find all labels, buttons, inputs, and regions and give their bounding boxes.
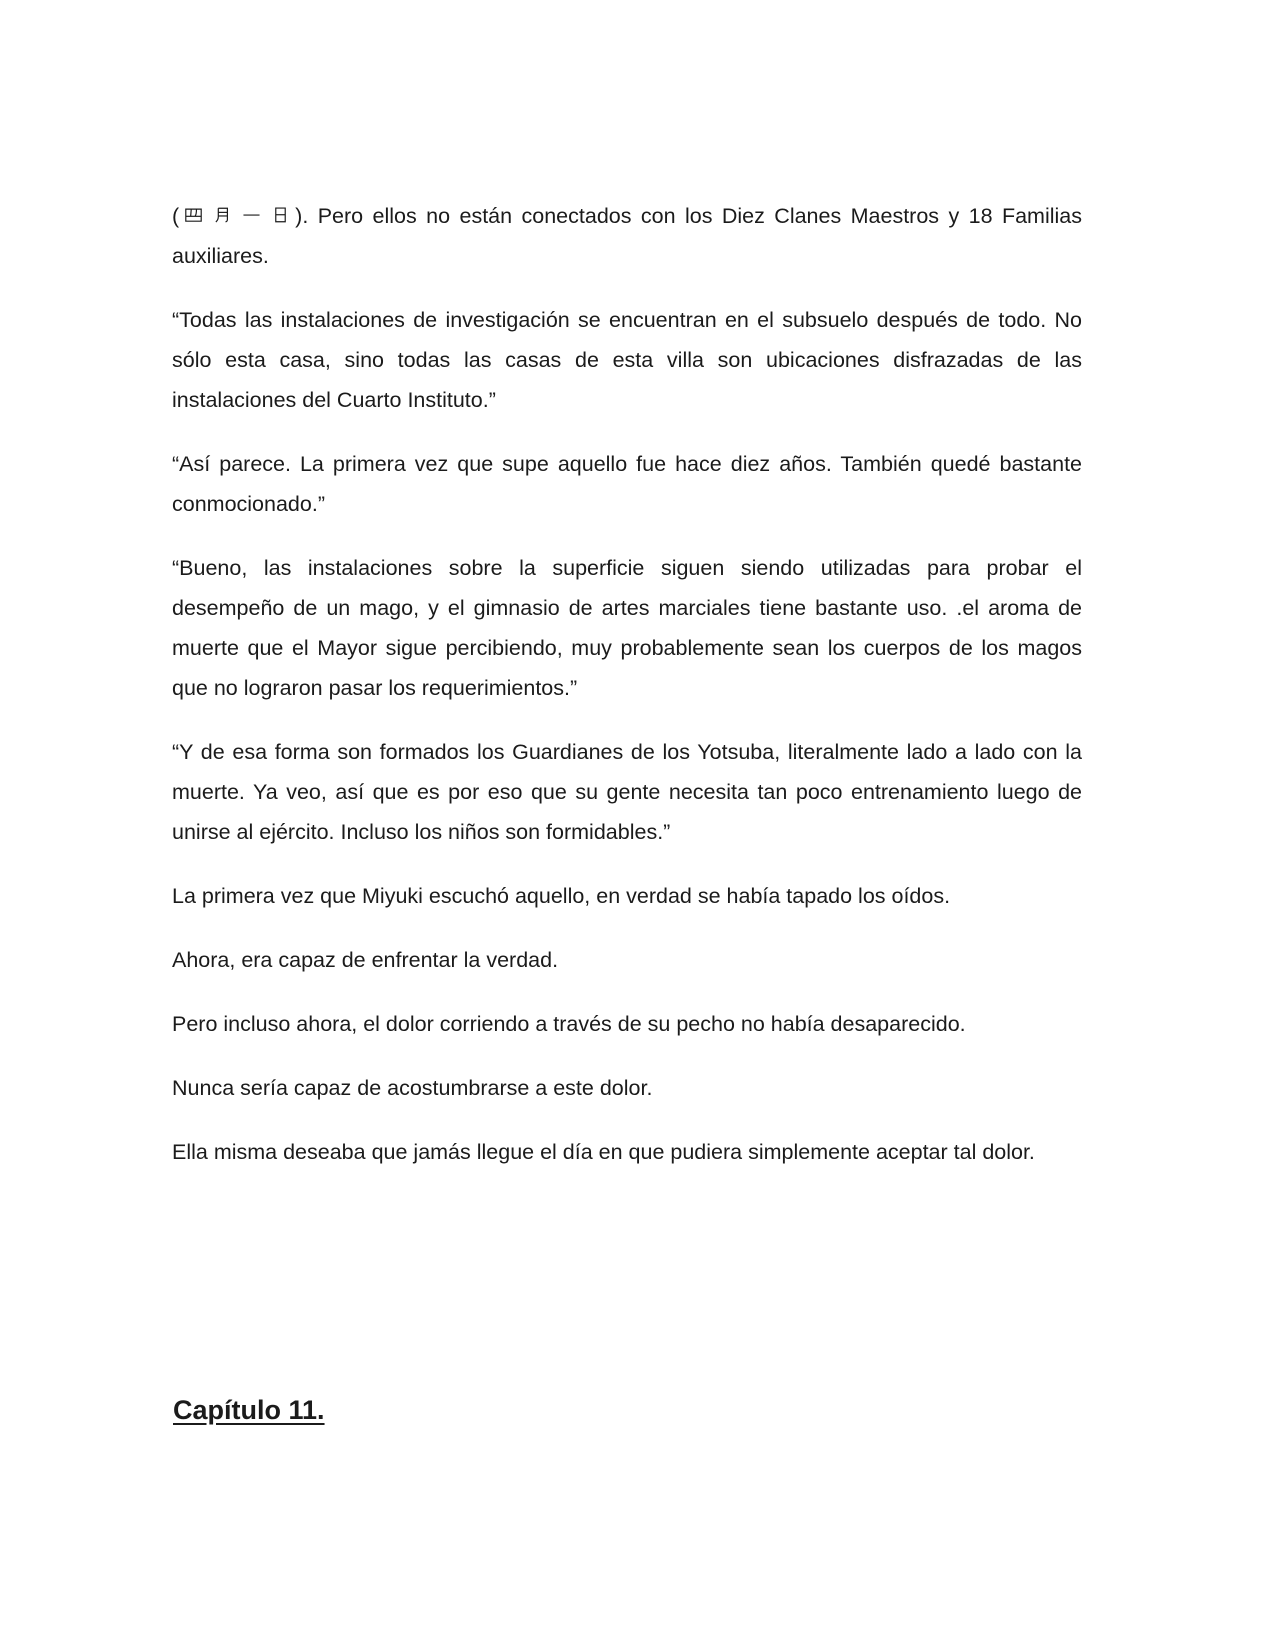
- paragraph-asi-parece: “Así parece. La primera vez que supe aquello fue hace diez años. También quedé bastante conmocionado.”: [172, 452, 1082, 516]
- paragraph-miyuki: La primera vez que Miyuki escuchó aquello, en verdad se había tapado los oídos.: [172, 884, 951, 908]
- chapter-heading: Capítulo 11.: [173, 1395, 325, 1425]
- kanji-month-glyph: [212, 203, 233, 227]
- paragraph-guardianes: “Y de esa forma son formados los Guardianes de los Yotsuba, literalmente lado a lado con la muerte. Ya veo, así que es por eso que su gente necesita tan poco entrenamiento luego de unirse al ejército. Incluso los niños son formidables.”: [172, 740, 1082, 844]
- paragraph-ella-misma: Ella misma deseaba que jamás llegue el día en que pudiera simplemente aceptar tal dolor.: [172, 1140, 1035, 1164]
- document-body: [172, 196, 1082, 1196]
- paragraph-dolor-pecho: Pero incluso ahora, el dolor corriendo a través de su pecho no había desaparecido.: [172, 1012, 966, 1036]
- paragraph-facilities: “Todas las instalaciones de investigación se encuentran en el subsuelo después de todo. No sólo esta casa, sino todas las casas de esta villa son ubicaciones disfrazadas de las instalaciones del Cuarto Instituto.”: [172, 308, 1082, 412]
- kanji-four-glyph: [183, 203, 204, 227]
- paragraph-intro: [172, 196, 1082, 276]
- cjk-date-april-first: [179, 204, 295, 228]
- paren-open: (: [172, 204, 180, 228]
- kanji-one-glyph: [241, 203, 262, 227]
- paragraph-bueno: “Bueno, las instalaciones sobre la superficie siguen siendo utilizadas para probar el desempeño de un mago, y el gimnasio de artes marciales tiene bastante uso. .el aroma de muerte que el Mayor sigue percibiendo, muy probablemente sean los cuerpos de los magos que no lograron pasar los requerimientos.”: [172, 556, 1082, 700]
- kanji-day-glyph: [270, 203, 291, 227]
- paragraph-intro-text: ). Pero ellos no están conectados con los Diez Clanes Maestros y 18 Familias auxiliares.: [172, 204, 1082, 268]
- paragraph-nunca: Nunca sería capaz de acostumbrarse a este dolor.: [172, 1076, 653, 1100]
- paragraph-ahora: Ahora, era capaz de enfrentar la verdad.: [172, 948, 559, 972]
